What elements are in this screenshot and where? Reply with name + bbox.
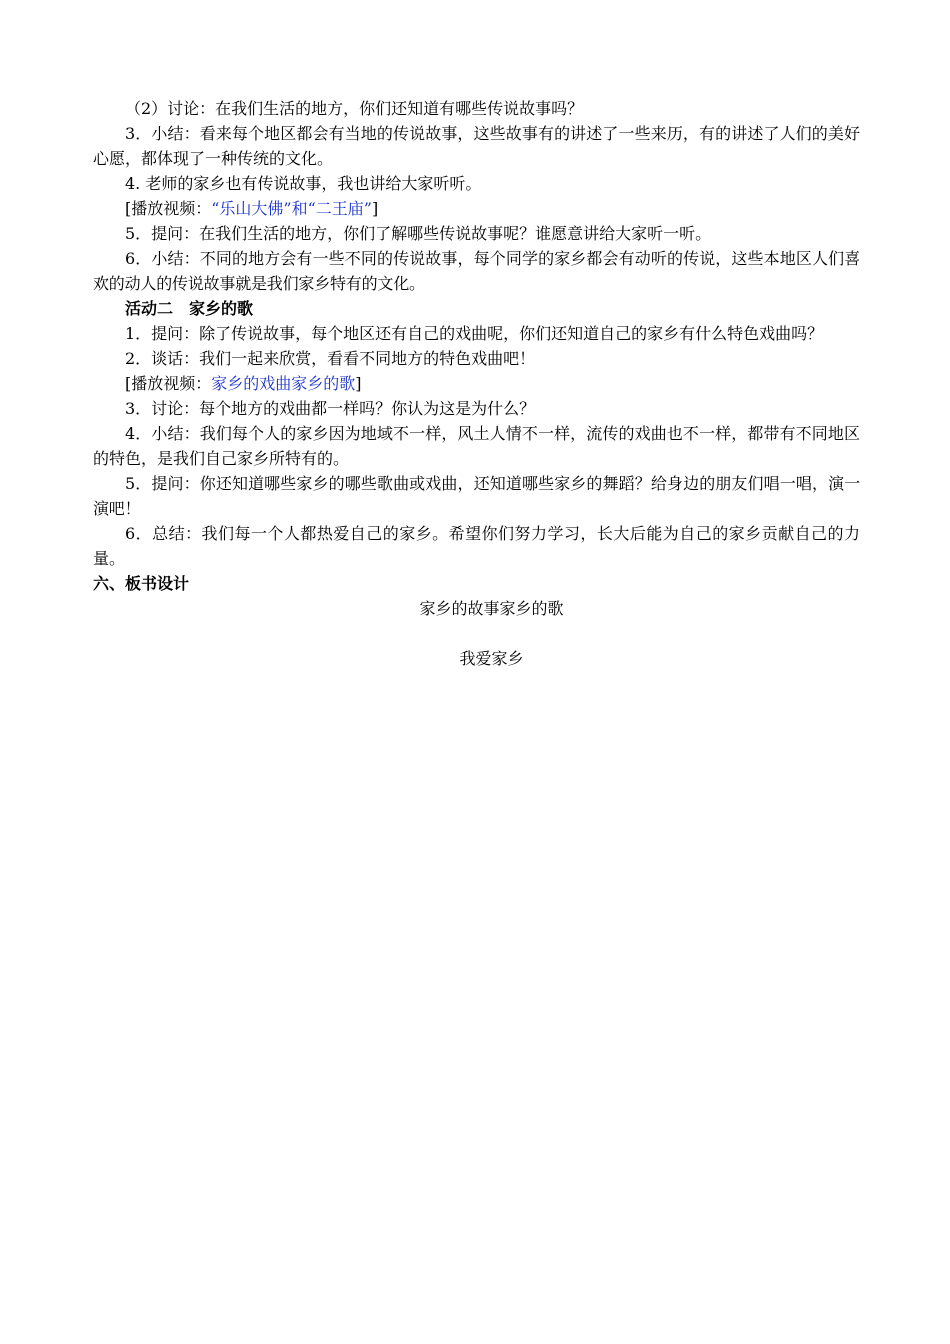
document-page [93, 96, 860, 671]
video-2-prefix: [播放视频： [125, 374, 212, 393]
summary-6-paragraph: 6．小结：不同的地方会有一些不同的传说故事，每个同学的家乡都会有动听的传说，这些本地区人们喜欢的动人的传说故事就是我们家乡特有的文化。 [93, 249, 860, 293]
activity-2-discuss-3: 3．讨论：每个地方的戏曲都一样吗？你认为这是为什么？ [125, 399, 536, 418]
activity-2-conclude-6: 6．总结：我们每一个人都热爱自己的家乡。希望你们努力学习，长大后能为自己的家乡贡献自己的力量。 [93, 524, 860, 568]
discussion-paragraph: （2）讨论：在我们生活的地方，你们还知道有哪些传说故事吗？ [125, 99, 584, 118]
video-1-link[interactable]: “乐山大佛”和“二王庙” [211, 199, 372, 218]
activity-2-ask-1: 1．提问：除了传说故事，每个地区还有自己的戏曲呢，你们还知道自己的家乡有什么特色戏曲吗？ [125, 324, 824, 343]
board-line-1: 家乡的故事家乡的歌 [419, 599, 564, 618]
video-1-suffix: ] [371, 199, 379, 218]
video-2-line [93, 371, 860, 396]
ask-5-paragraph: 5．提问：在我们生活的地方，你们了解哪些传说故事呢？谁愿意讲给大家听一听。 [125, 224, 712, 243]
board-line-2: 我爱家乡 [459, 649, 524, 668]
activity-2-ask-5: 5．提问：你还知道哪些家乡的哪些歌曲或戏曲，还知道哪些家乡的舞蹈？给身边的朋友们唱一唱，演一演吧！ [93, 474, 860, 518]
activity-2-summary-4: 4．小结：我们每个人的家乡因为地域不一样，风土人情不一样，流传的戏曲也不一样，都带有不同地区的特色，是我们自己家乡所特有的。 [93, 424, 860, 468]
summary-3-paragraph: 3．小结：看来每个地区都会有当地的传说故事，这些故事有的讲述了一些来历，有的讲述了人们的美好心愿，都体现了一种传统的文化。 [93, 124, 860, 168]
video-2-link[interactable]: 家乡的戏曲家乡的歌 [211, 374, 356, 393]
teacher-4-paragraph: 4. 老师的家乡也有传说故事，我也讲给大家听听。 [125, 174, 482, 193]
board-spacer [93, 621, 860, 646]
video-1-prefix: [播放视频： [125, 199, 212, 218]
video-1-line [93, 196, 860, 221]
video-2-suffix: ] [355, 374, 362, 393]
activity-2-heading: 活动二 家乡的歌 [125, 299, 254, 318]
activity-2-talk-2: 2．谈话：我们一起来欣赏，看看不同地方的特色戏曲吧！ [125, 349, 536, 368]
section-6-heading: 六、板书设计 [93, 574, 190, 593]
